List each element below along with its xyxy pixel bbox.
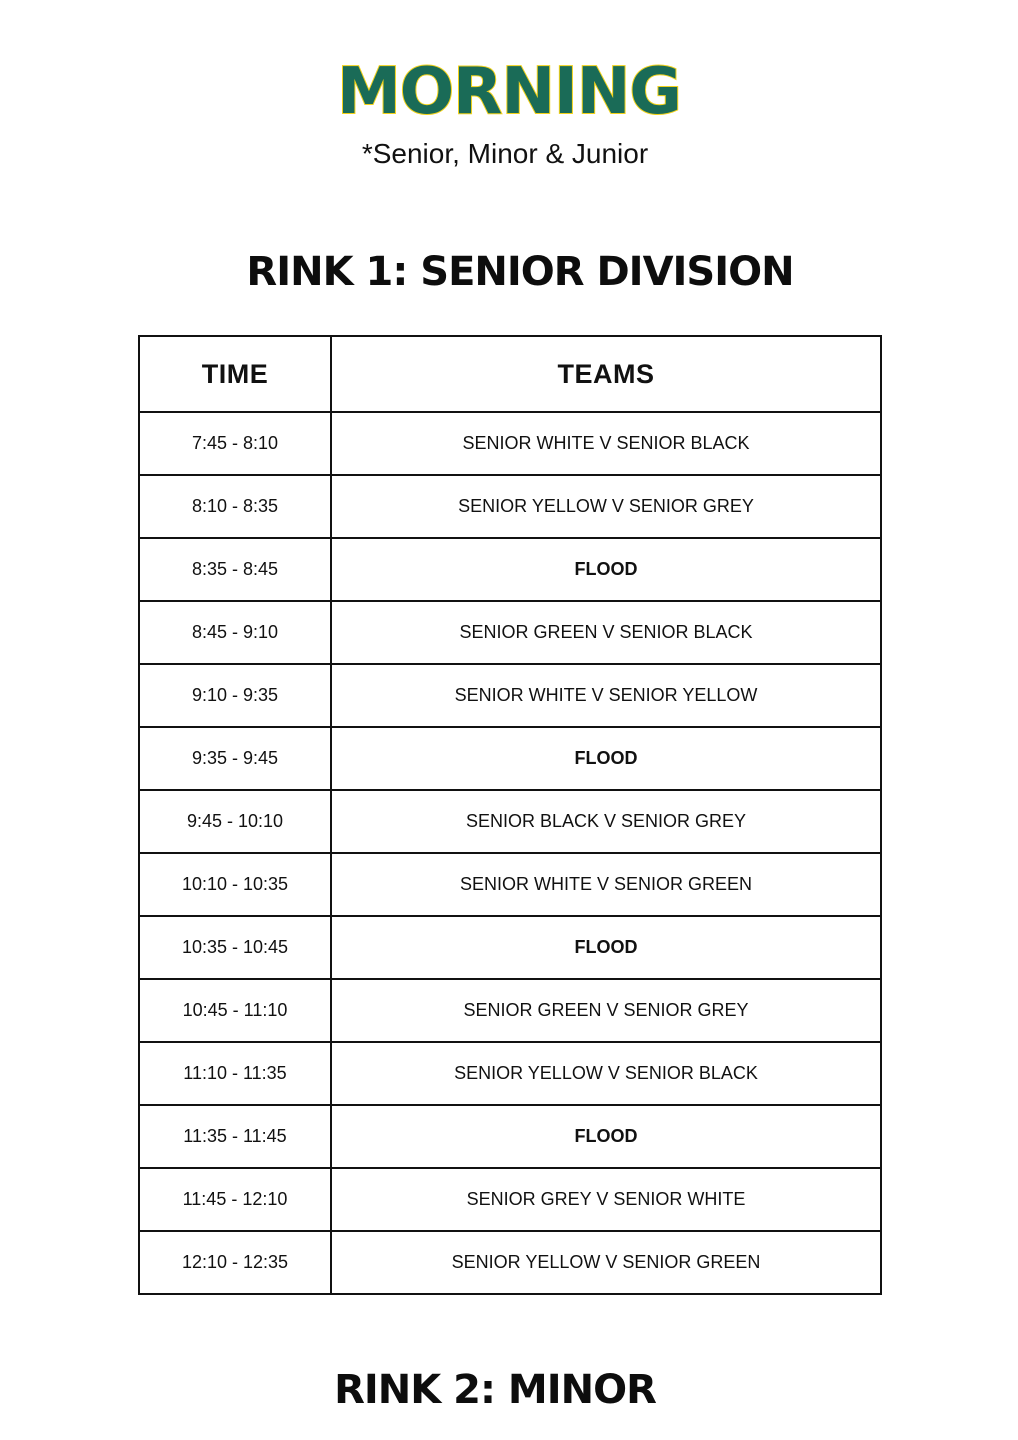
teams-cell: SENIOR YELLOW V SENIOR GREY bbox=[331, 475, 881, 538]
table-row bbox=[139, 727, 881, 790]
teams-cell: SENIOR YELLOW V SENIOR BLACK bbox=[331, 1042, 881, 1105]
morning-banner: MORNING bbox=[337, 55, 681, 129]
time-column-header: TIME bbox=[139, 336, 331, 412]
time-cell: 10:35 - 10:45 bbox=[139, 916, 331, 979]
teams-cell: SENIOR GREEN V SENIOR GREY bbox=[331, 979, 881, 1042]
time-cell: 9:45 - 10:10 bbox=[139, 790, 331, 853]
table-row bbox=[139, 979, 881, 1042]
teams-cell: SENIOR BLACK V SENIOR GREY bbox=[331, 790, 881, 853]
time-cell: 12:10 - 12:35 bbox=[139, 1231, 331, 1294]
time-cell: 8:35 - 8:45 bbox=[139, 538, 331, 601]
rink1-schedule-body bbox=[139, 412, 881, 1294]
teams-cell: SENIOR WHITE V SENIOR BLACK bbox=[331, 412, 881, 475]
table-row bbox=[139, 916, 881, 979]
flood-cell: FLOOD bbox=[331, 1105, 881, 1168]
time-cell: 11:35 - 11:45 bbox=[139, 1105, 331, 1168]
rink1-title: RINK 1: SENIOR DIVISION bbox=[246, 249, 794, 295]
table-row bbox=[139, 1231, 881, 1294]
teams-cell: SENIOR YELLOW V SENIOR GREEN bbox=[331, 1231, 881, 1294]
table-row bbox=[139, 853, 881, 916]
teams-column-header: TEAMS bbox=[331, 336, 881, 412]
time-cell: 8:10 - 8:35 bbox=[139, 475, 331, 538]
divisions-subtitle: *Senior, Minor & Junior bbox=[361, 138, 649, 169]
table-row bbox=[139, 664, 881, 727]
time-cell: 7:45 - 8:10 bbox=[139, 412, 331, 475]
table-row bbox=[139, 790, 881, 853]
teams-cell: SENIOR GREEN V SENIOR BLACK bbox=[331, 601, 881, 664]
table-header-row bbox=[139, 336, 881, 412]
table-row bbox=[139, 1168, 881, 1231]
time-cell: 10:45 - 11:10 bbox=[139, 979, 331, 1042]
flood-cell: FLOOD bbox=[331, 538, 881, 601]
table-row bbox=[139, 1105, 881, 1168]
time-cell: 9:35 - 9:45 bbox=[139, 727, 331, 790]
time-cell: 11:45 - 12:10 bbox=[139, 1168, 331, 1231]
table-row bbox=[139, 601, 881, 664]
rink2-title: RINK 2: MINOR bbox=[334, 1367, 656, 1413]
table-row bbox=[139, 412, 881, 475]
table-row bbox=[139, 475, 881, 538]
time-cell: 8:45 - 9:10 bbox=[139, 601, 331, 664]
rink1-schedule-table bbox=[138, 335, 882, 1295]
teams-cell: SENIOR WHITE V SENIOR YELLOW bbox=[331, 664, 881, 727]
teams-cell: SENIOR GREY V SENIOR WHITE bbox=[331, 1168, 881, 1231]
teams-cell: SENIOR WHITE V SENIOR GREEN bbox=[331, 853, 881, 916]
flood-cell: FLOOD bbox=[331, 727, 881, 790]
table-row bbox=[139, 538, 881, 601]
flood-cell: FLOOD bbox=[331, 916, 881, 979]
table-row bbox=[139, 1042, 881, 1105]
time-cell: 11:10 - 11:35 bbox=[139, 1042, 331, 1105]
time-cell: 9:10 - 9:35 bbox=[139, 664, 331, 727]
time-cell: 10:10 - 10:35 bbox=[139, 853, 331, 916]
